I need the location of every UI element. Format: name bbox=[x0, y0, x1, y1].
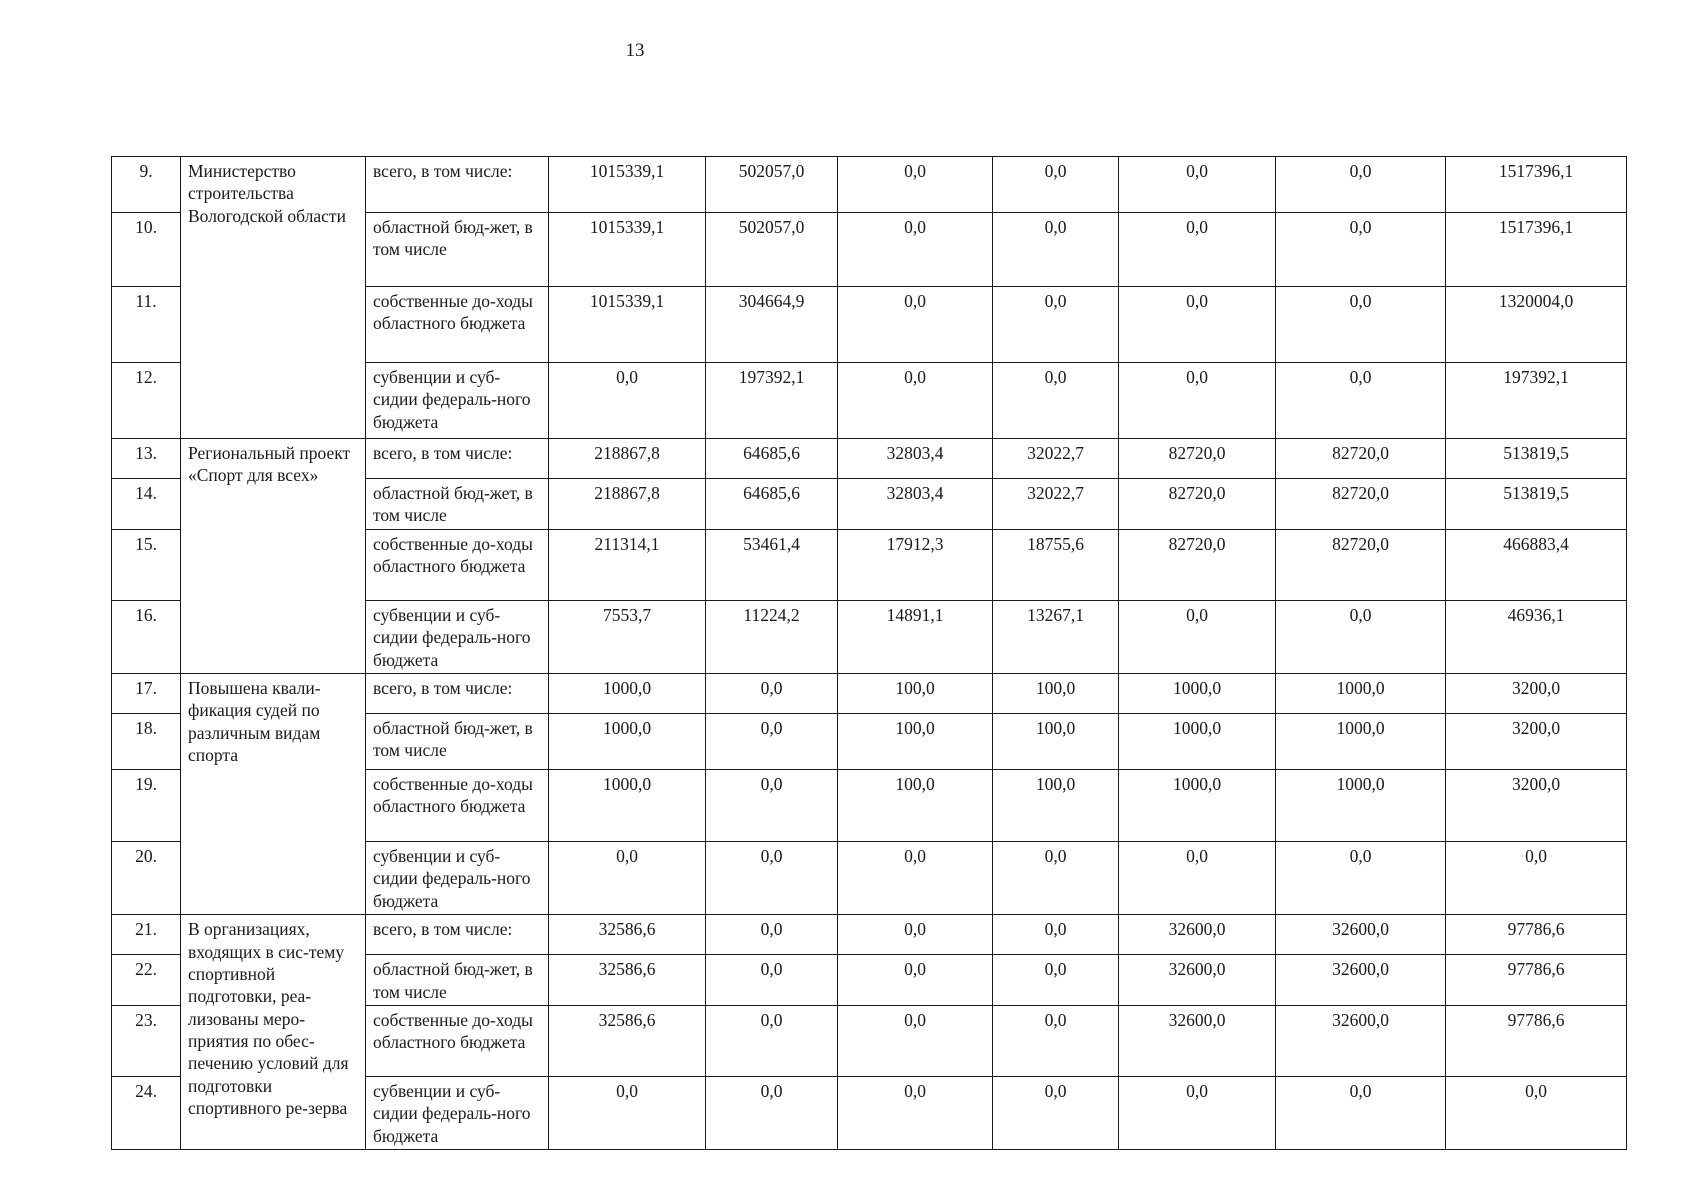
funding-source-cell: собственные до-ходы областного бюджета bbox=[366, 287, 549, 363]
value-cell: 0,0 bbox=[706, 769, 838, 841]
value-cell: 13267,1 bbox=[993, 600, 1119, 673]
value-cell: 0,0 bbox=[549, 363, 706, 439]
value-cell: 1015339,1 bbox=[549, 213, 706, 287]
organization-cell: Министерство строительства Вологодской области bbox=[181, 157, 366, 439]
total-cell: 46936,1 bbox=[1446, 600, 1627, 673]
row-number: 17. bbox=[112, 673, 181, 713]
funding-source-cell: областной бюд-жет, в том числе bbox=[366, 213, 549, 287]
value-cell: 0,0 bbox=[838, 287, 993, 363]
total-cell: 97786,6 bbox=[1446, 915, 1627, 955]
value-cell: 0,0 bbox=[1276, 1076, 1446, 1149]
value-cell: 0,0 bbox=[993, 955, 1119, 1006]
value-cell: 502057,0 bbox=[706, 213, 838, 287]
value-cell: 0,0 bbox=[1276, 600, 1446, 673]
row-number: 18. bbox=[112, 713, 181, 769]
value-cell: 0,0 bbox=[993, 915, 1119, 955]
total-cell: 1320004,0 bbox=[1446, 287, 1627, 363]
value-cell: 100,0 bbox=[838, 769, 993, 841]
value-cell: 82720,0 bbox=[1276, 439, 1446, 479]
table-row bbox=[112, 673, 1627, 713]
row-number: 23. bbox=[112, 1005, 181, 1076]
value-cell: 0,0 bbox=[1119, 287, 1276, 363]
funding-source-cell: собственные до-ходы областного бюджета bbox=[366, 529, 549, 600]
value-cell: 502057,0 bbox=[706, 157, 838, 213]
total-cell: 1517396,1 bbox=[1446, 213, 1627, 287]
value-cell: 0,0 bbox=[706, 673, 838, 713]
organization-cell: Повышена квали-фикация судей по различным видам спорта bbox=[181, 673, 366, 914]
value-cell: 17912,3 bbox=[838, 529, 993, 600]
value-cell: 64685,6 bbox=[706, 479, 838, 530]
value-cell: 32022,7 bbox=[993, 479, 1119, 530]
funding-source-cell: субвенции и суб-сидии федераль-ного бюджета bbox=[366, 1076, 549, 1149]
value-cell: 1000,0 bbox=[1119, 673, 1276, 713]
row-number: 15. bbox=[112, 529, 181, 600]
value-cell: 100,0 bbox=[838, 673, 993, 713]
value-cell: 0,0 bbox=[838, 213, 993, 287]
value-cell: 53461,4 bbox=[706, 529, 838, 600]
value-cell: 0,0 bbox=[993, 157, 1119, 213]
value-cell: 0,0 bbox=[1119, 1076, 1276, 1149]
value-cell: 32600,0 bbox=[1276, 1005, 1446, 1076]
total-cell: 513819,5 bbox=[1446, 439, 1627, 479]
value-cell: 1000,0 bbox=[1276, 673, 1446, 713]
value-cell: 0,0 bbox=[1276, 841, 1446, 914]
value-cell: 0,0 bbox=[706, 955, 838, 1006]
funding-source-cell: субвенции и суб-сидии федераль-ного бюджета bbox=[366, 600, 549, 673]
value-cell: 0,0 bbox=[549, 841, 706, 914]
value-cell: 211314,1 bbox=[549, 529, 706, 600]
total-cell: 0,0 bbox=[1446, 1076, 1627, 1149]
value-cell: 0,0 bbox=[838, 915, 993, 955]
table-row bbox=[112, 157, 1627, 213]
value-cell: 0,0 bbox=[1119, 213, 1276, 287]
value-cell: 82720,0 bbox=[1119, 529, 1276, 600]
value-cell: 32803,4 bbox=[838, 479, 993, 530]
funding-source-cell: всего, в том числе: bbox=[366, 157, 549, 213]
value-cell: 1000,0 bbox=[1276, 713, 1446, 769]
row-number: 21. bbox=[112, 915, 181, 955]
value-cell: 32586,6 bbox=[549, 1005, 706, 1076]
value-cell: 100,0 bbox=[993, 713, 1119, 769]
funding-source-cell: всего, в том числе: bbox=[366, 439, 549, 479]
table-body bbox=[112, 157, 1627, 1150]
funding-source-cell: собственные до-ходы областного бюджета bbox=[366, 769, 549, 841]
value-cell: 218867,8 bbox=[549, 479, 706, 530]
value-cell: 0,0 bbox=[993, 363, 1119, 439]
value-cell: 1000,0 bbox=[549, 713, 706, 769]
total-cell: 197392,1 bbox=[1446, 363, 1627, 439]
budget-table bbox=[111, 156, 1627, 1150]
value-cell: 0,0 bbox=[1276, 213, 1446, 287]
value-cell: 82720,0 bbox=[1119, 479, 1276, 530]
row-number: 12. bbox=[112, 363, 181, 439]
funding-source-cell: всего, в том числе: bbox=[366, 915, 549, 955]
row-number: 13. bbox=[112, 439, 181, 479]
value-cell: 32600,0 bbox=[1119, 1005, 1276, 1076]
value-cell: 32600,0 bbox=[1119, 915, 1276, 955]
value-cell: 100,0 bbox=[993, 769, 1119, 841]
value-cell: 0,0 bbox=[1276, 157, 1446, 213]
value-cell: 7553,7 bbox=[549, 600, 706, 673]
row-number: 14. bbox=[112, 479, 181, 530]
funding-source-cell: областной бюд-жет, в том числе bbox=[366, 479, 549, 530]
value-cell: 0,0 bbox=[838, 1005, 993, 1076]
total-cell: 466883,4 bbox=[1446, 529, 1627, 600]
value-cell: 0,0 bbox=[838, 363, 993, 439]
value-cell: 0,0 bbox=[1119, 363, 1276, 439]
value-cell: 32022,7 bbox=[993, 439, 1119, 479]
table-row bbox=[112, 915, 1627, 955]
value-cell: 0,0 bbox=[838, 841, 993, 914]
total-cell: 1517396,1 bbox=[1446, 157, 1627, 213]
value-cell: 0,0 bbox=[993, 213, 1119, 287]
value-cell: 32803,4 bbox=[838, 439, 993, 479]
value-cell: 0,0 bbox=[1119, 600, 1276, 673]
value-cell: 64685,6 bbox=[706, 439, 838, 479]
value-cell: 100,0 bbox=[838, 713, 993, 769]
row-number: 11. bbox=[112, 287, 181, 363]
value-cell: 0,0 bbox=[993, 1005, 1119, 1076]
funding-source-cell: собственные до-ходы областного бюджета bbox=[366, 1005, 549, 1076]
table-row bbox=[112, 439, 1627, 479]
total-cell: 3200,0 bbox=[1446, 769, 1627, 841]
value-cell: 304664,9 bbox=[706, 287, 838, 363]
value-cell: 32600,0 bbox=[1276, 955, 1446, 1006]
value-cell: 0,0 bbox=[1119, 841, 1276, 914]
value-cell: 0,0 bbox=[549, 1076, 706, 1149]
value-cell: 1000,0 bbox=[549, 769, 706, 841]
value-cell: 0,0 bbox=[838, 157, 993, 213]
funding-source-cell: субвенции и суб-сидии федераль-ного бюджета bbox=[366, 363, 549, 439]
value-cell: 1000,0 bbox=[1119, 769, 1276, 841]
value-cell: 82720,0 bbox=[1119, 439, 1276, 479]
total-cell: 3200,0 bbox=[1446, 713, 1627, 769]
value-cell: 0,0 bbox=[1276, 363, 1446, 439]
organization-cell: В организациях, входящих в сис-тему спортивной подготовки, реа-лизованы меро-приятия по обес-печению условий для подготовки спортивного ре-зерва bbox=[181, 915, 366, 1150]
funding-source-cell: областной бюд-жет, в том числе bbox=[366, 713, 549, 769]
value-cell: 0,0 bbox=[838, 1076, 993, 1149]
total-cell: 513819,5 bbox=[1446, 479, 1627, 530]
value-cell: 0,0 bbox=[1119, 157, 1276, 213]
funding-source-cell: областной бюд-жет, в том числе bbox=[366, 955, 549, 1006]
value-cell: 32600,0 bbox=[1119, 955, 1276, 1006]
value-cell: 32600,0 bbox=[1276, 915, 1446, 955]
value-cell: 0,0 bbox=[993, 841, 1119, 914]
value-cell: 1015339,1 bbox=[549, 157, 706, 213]
row-number: 10. bbox=[112, 213, 181, 287]
value-cell: 0,0 bbox=[706, 915, 838, 955]
value-cell: 0,0 bbox=[993, 1076, 1119, 1149]
row-number: 20. bbox=[112, 841, 181, 914]
value-cell: 0,0 bbox=[706, 1076, 838, 1149]
value-cell: 82720,0 bbox=[1276, 479, 1446, 530]
organization-cell: Региональный проект «Спорт для всех» bbox=[181, 439, 366, 674]
funding-source-cell: всего, в том числе: bbox=[366, 673, 549, 713]
funding-source-cell: субвенции и суб-сидии федераль-ного бюджета bbox=[366, 841, 549, 914]
value-cell: 100,0 bbox=[993, 673, 1119, 713]
value-cell: 14891,1 bbox=[838, 600, 993, 673]
value-cell: 1000,0 bbox=[549, 673, 706, 713]
row-number: 24. bbox=[112, 1076, 181, 1149]
value-cell: 0,0 bbox=[706, 1005, 838, 1076]
value-cell: 1015339,1 bbox=[549, 287, 706, 363]
row-number: 22. bbox=[112, 955, 181, 1006]
value-cell: 0,0 bbox=[706, 841, 838, 914]
total-cell: 97786,6 bbox=[1446, 955, 1627, 1006]
value-cell: 218867,8 bbox=[549, 439, 706, 479]
value-cell: 1000,0 bbox=[1119, 713, 1276, 769]
row-number: 16. bbox=[112, 600, 181, 673]
page-number: 13 bbox=[625, 40, 645, 61]
row-number: 19. bbox=[112, 769, 181, 841]
value-cell: 32586,6 bbox=[549, 955, 706, 1006]
row-number: 9. bbox=[112, 157, 181, 213]
total-cell: 97786,6 bbox=[1446, 1005, 1627, 1076]
value-cell: 11224,2 bbox=[706, 600, 838, 673]
value-cell: 82720,0 bbox=[1276, 529, 1446, 600]
value-cell: 0,0 bbox=[706, 713, 838, 769]
value-cell: 197392,1 bbox=[706, 363, 838, 439]
total-cell: 0,0 bbox=[1446, 841, 1627, 914]
value-cell: 32586,6 bbox=[549, 915, 706, 955]
value-cell: 18755,6 bbox=[993, 529, 1119, 600]
value-cell: 0,0 bbox=[838, 955, 993, 1006]
value-cell: 0,0 bbox=[1276, 287, 1446, 363]
value-cell: 1000,0 bbox=[1276, 769, 1446, 841]
total-cell: 3200,0 bbox=[1446, 673, 1627, 713]
value-cell: 0,0 bbox=[993, 287, 1119, 363]
